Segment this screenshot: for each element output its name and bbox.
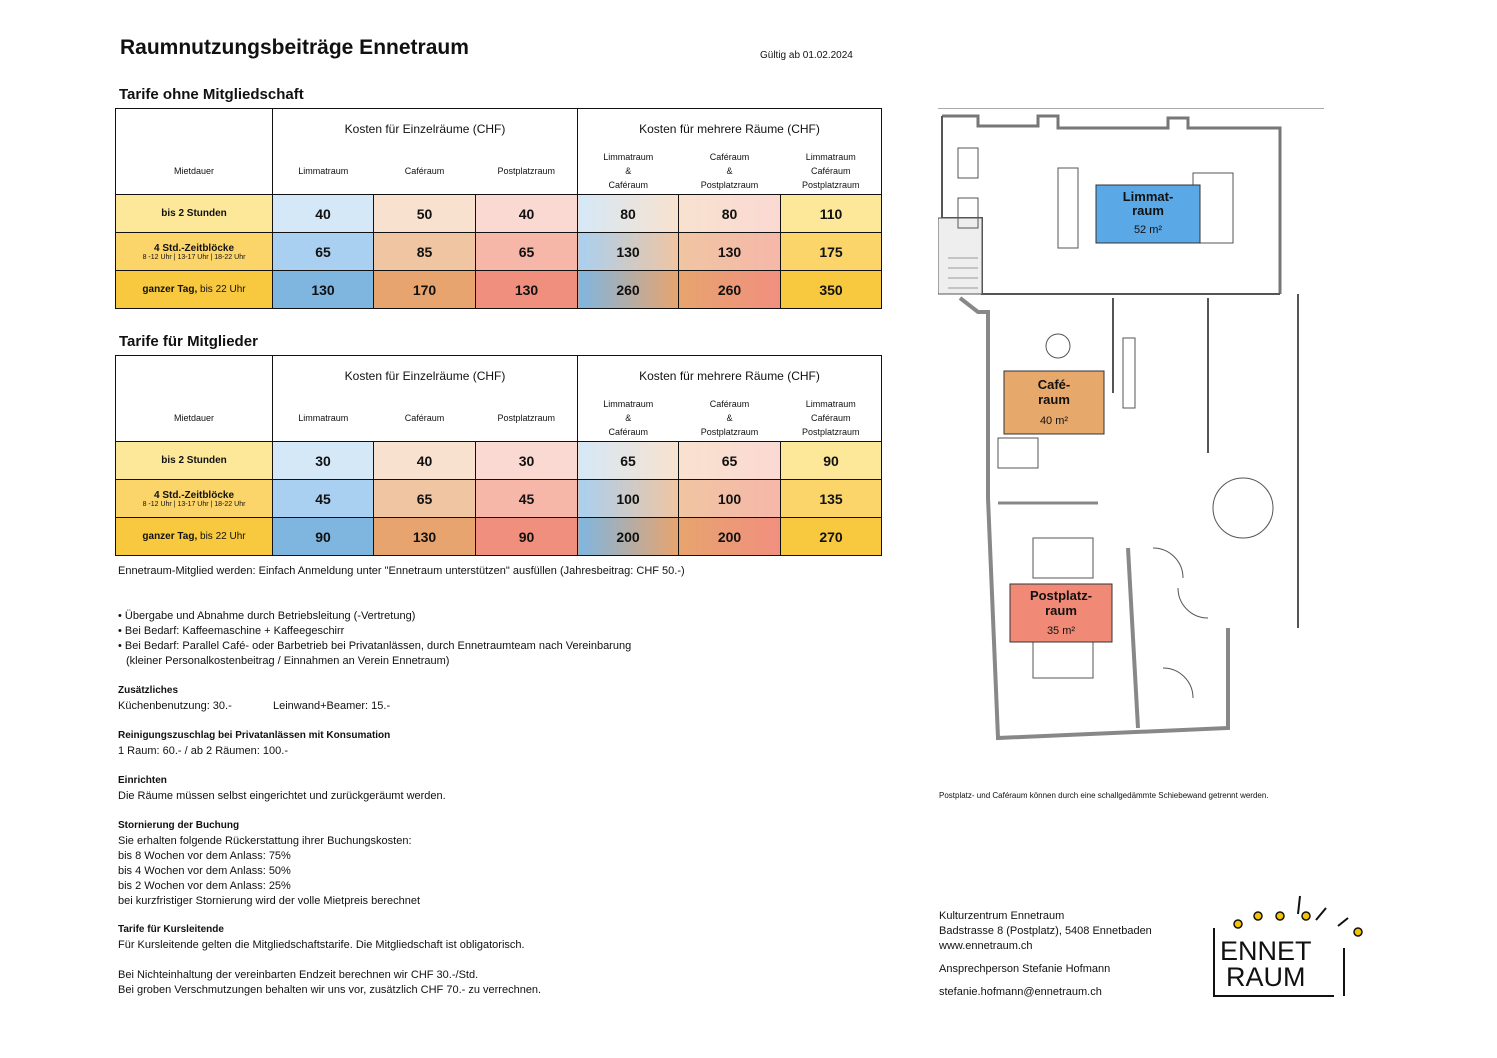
post-name-2: raum (1045, 603, 1077, 618)
group-single-header: Kosten für Einzelräume (CHF) (273, 356, 578, 396)
cell: 175 (781, 233, 882, 271)
group-single-header: Kosten für Einzelräume (CHF) (273, 109, 578, 149)
cell: 200 (578, 518, 679, 556)
limmat-name-1: Limmat- (1122, 189, 1174, 204)
post-name-1: Postplatz- (1029, 588, 1093, 603)
cell: 40 (374, 442, 476, 480)
cell: 50 (374, 195, 476, 233)
cafe-name-2: raum (1038, 392, 1070, 407)
col-post: Postplatzraum (476, 396, 578, 442)
cell: 130 (374, 518, 476, 556)
cell: 100 (679, 480, 781, 518)
cell: 200 (679, 518, 781, 556)
cell: 100 (578, 480, 679, 518)
table-row (116, 195, 882, 233)
col-post: Postplatzraum (476, 149, 578, 195)
row-label-2h: bis 2 Stunden (116, 442, 273, 480)
group-multi-header: Kosten für mehrere Räume (CHF) (578, 356, 882, 396)
cell: 40 (273, 195, 374, 233)
valid-date: Gültig ab 01.02.2024 (760, 50, 853, 61)
col-limmat: Limmatraum (273, 149, 374, 195)
col-cafe: Caféraum (374, 396, 476, 442)
col-all: Limmatraum Caféraum Postplatzraum (781, 149, 882, 195)
list-item: bis 2 Wochen vor dem Anlass: 25% (118, 880, 291, 892)
table2-heading: Tarife für Mitglieder (119, 333, 258, 350)
plan-caption: Postplatz- und Caféraum können durch eine schallgedämmte Schiebewand getrennt werden. (939, 791, 1269, 800)
setup-title: Einrichten (118, 775, 167, 786)
contact-person: Ansprechperson Stefanie Hofmann (939, 963, 1111, 975)
cell: 90 (781, 442, 882, 480)
cell: 65 (476, 233, 578, 271)
row-label-2h: bis 2 Stunden (116, 195, 273, 233)
cell: 90 (273, 518, 374, 556)
list-item: bei kurzfristiger Stornierung wird der volle Mietpreis berechnet (118, 895, 421, 907)
post-size: 35 m² (1046, 625, 1076, 637)
row-label-day: ganzer Tag, bis 22 Uhr (116, 518, 273, 556)
cell: 30 (273, 442, 374, 480)
cell: 260 (578, 271, 679, 309)
row-label-4h: 4 Std.-Zeitblöcke 8 -12 Uhr | 13-17 Uhr | 18-22 Uhr (116, 480, 273, 518)
cell: 45 (273, 480, 374, 518)
floor-plan (938, 108, 1324, 754)
table-row (116, 233, 882, 271)
contact-web[interactable]: www.ennetraum.ch (939, 940, 1033, 952)
group-multi-header: Kosten für mehrere Räume (CHF) (578, 109, 882, 149)
limmat-name-2: raum (1132, 203, 1164, 218)
ennetraum-logo (1208, 888, 1378, 1000)
list-item: (kleiner Personalkostenbeitrag / Einnahmen an Verein Ennetraum) (126, 655, 450, 667)
cell: 65 (273, 233, 374, 271)
extra-kitchen: Küchenbenutzung: 30.- (118, 700, 232, 712)
cell: 40 (476, 195, 578, 233)
cell: 65 (374, 480, 476, 518)
mietdauer-header: Mietdauer (116, 356, 273, 442)
list-item: Bei groben Verschmutzungen behalten wir uns vor, zusätzlich CHF 70.- zu verrechnen. (118, 984, 542, 996)
extra-beamer: Leinwand+Beamer: 15.- (273, 700, 391, 712)
col-limmat-cafe: Limmatraum & Caféraum (578, 396, 679, 442)
list-item: • Übergabe und Abnahme durch Betriebsleitung (-Vertretung) (118, 610, 416, 622)
cell: 90 (476, 518, 578, 556)
clean-title: Reinigungszuschlag bei Privatanlässen mit Konsumation (118, 730, 391, 741)
cancel-title: Stornierung der Buchung (118, 820, 240, 831)
limmat-size: 52 m² (1133, 224, 1163, 236)
list-item: • Bei Bedarf: Parallel Café- oder Barbetrieb bei Privatanlässen, durch Ennetraumteam nach Vereinbarung (118, 640, 632, 652)
cell: 130 (578, 233, 679, 271)
cell: 30 (476, 442, 578, 480)
contact-address: Badstrasse 8 (Postplatz), 5408 Ennetbaden (939, 925, 1152, 937)
tariff-table-nonmember (115, 108, 882, 309)
cell: 270 (781, 518, 882, 556)
bullet-list (118, 609, 631, 669)
cell: 45 (476, 480, 578, 518)
list-item: bis 4 Wochen vor dem Anlass: 50% (118, 865, 291, 877)
course-title: Tarife für Kursleitende (118, 924, 224, 935)
table-row (116, 442, 882, 480)
col-cafe-post: Caféraum & Postplatzraum (679, 396, 781, 442)
list-item: • Bei Bedarf: Kaffeemaschine + Kaffeegeschirr (118, 625, 345, 637)
clean-text: 1 Raum: 60.- / ab 2 Räumen: 100.- (118, 745, 288, 757)
cell: 110 (781, 195, 882, 233)
page-title: Raumnutzungsbeiträge Ennetraum (120, 36, 469, 59)
list-item: Sie erhalten folgende Rückerstattung ihrer Buchungskosten: (118, 835, 412, 847)
logo-line1: ENNET (1220, 936, 1312, 966)
contact-block (939, 909, 1152, 1000)
table-row (116, 271, 882, 309)
cell: 135 (781, 480, 882, 518)
cell: 130 (476, 271, 578, 309)
cell: 130 (679, 233, 781, 271)
cafe-size: 40 m² (1039, 415, 1069, 427)
list-item: Bei Nichteinhaltung der vereinbarten Endzeit berechnen wir CHF 30.-/Std. (118, 969, 479, 981)
cell: 65 (679, 442, 781, 480)
cell: 85 (374, 233, 476, 271)
tariff-table-member (115, 355, 882, 556)
cell: 130 (273, 271, 374, 309)
setup-text: Die Räume müssen selbst eingerichtet und zurückgeräumt werden. (118, 790, 446, 802)
course-text: Für Kursleitende gelten die Mitgliedschaftstarife. Die Mitgliedschaft ist obligatorisch. (118, 939, 525, 951)
cell: 350 (781, 271, 882, 309)
logo-line2: RAUM (1226, 962, 1306, 992)
col-all: Limmatraum Caféraum Postplatzraum (781, 396, 882, 442)
cell: 80 (679, 195, 781, 233)
contact-email[interactable]: stefanie.hofmann@ennetraum.ch (939, 986, 1102, 998)
cancel-lines (118, 834, 420, 909)
contact-name: Kulturzentrum Ennetraum (939, 910, 1065, 922)
cell: 260 (679, 271, 781, 309)
cell: 80 (578, 195, 679, 233)
row-label-day: ganzer Tag, bis 22 Uhr (116, 271, 273, 309)
table1-heading: Tarife ohne Mitgliedschaft (119, 86, 304, 103)
row-label-4h: 4 Std.-Zeitblöcke 8 -12 Uhr | 13-17 Uhr | 18-22 Uhr (116, 233, 273, 271)
cafe-name-1: Café- (1037, 377, 1071, 392)
col-cafe-post: Caféraum & Postplatzraum (679, 149, 781, 195)
penalty-lines (118, 968, 541, 998)
table-row (116, 518, 882, 556)
extra-title: Zusätzliches (118, 685, 179, 696)
list-item: bis 8 Wochen vor dem Anlass: 75% (118, 850, 291, 862)
table-row (116, 480, 882, 518)
cell: 170 (374, 271, 476, 309)
col-cafe: Caféraum (374, 149, 476, 195)
cell: 65 (578, 442, 679, 480)
col-limmat-cafe: Limmatraum & Caféraum (578, 149, 679, 195)
col-limmat: Limmatraum (273, 396, 374, 442)
member-note: Ennetraum-Mitglied werden: Einfach Anmeldung unter "Ennetraum unterstützen" ausfüllen (Jahresbeitrag: CHF 50.-) (118, 565, 685, 577)
mietdauer-header: Mietdauer (116, 109, 273, 195)
